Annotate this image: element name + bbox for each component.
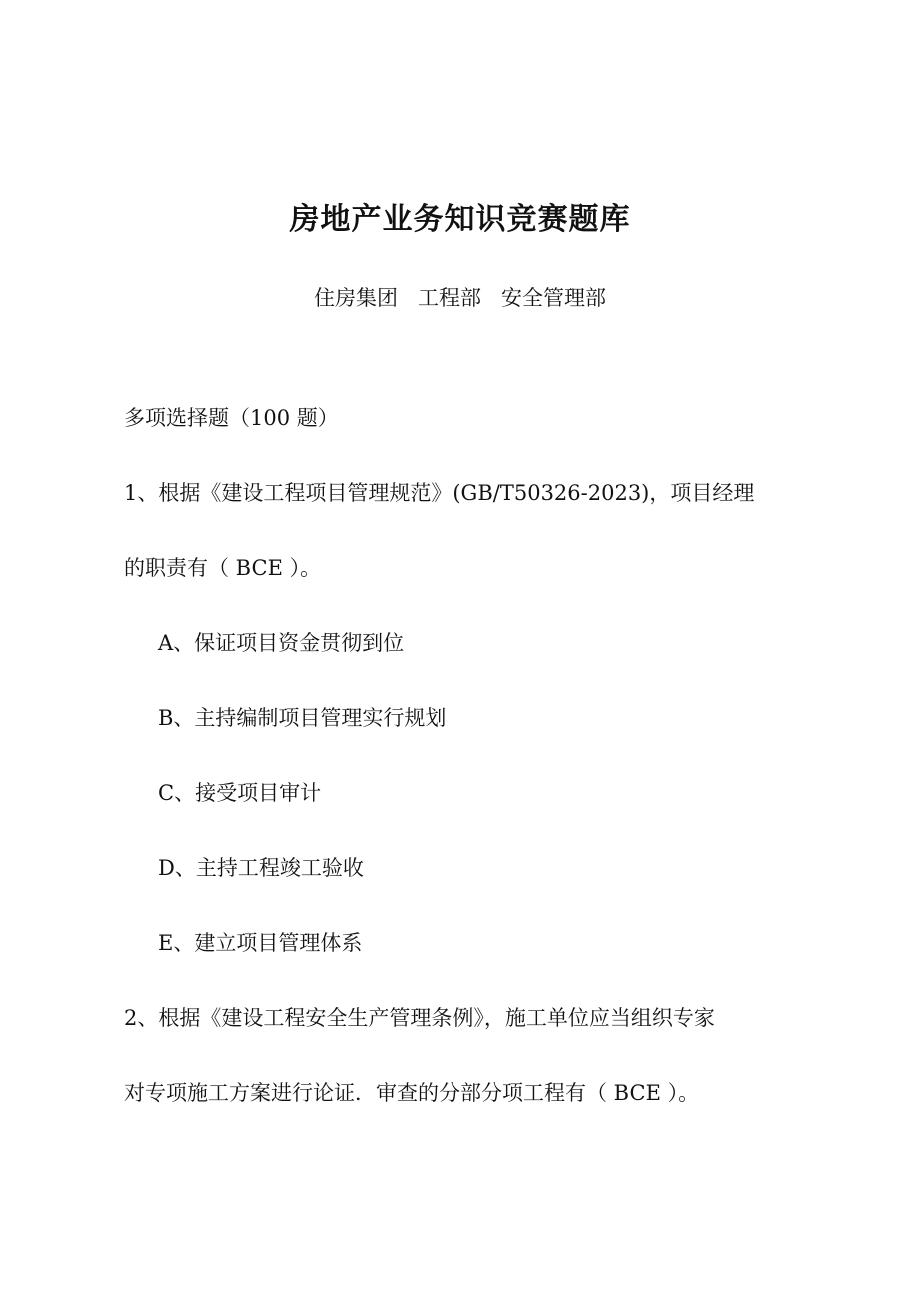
question-1-option-e: E、建立项目管理体系	[158, 931, 363, 955]
question-1-line-2: 的职责有（ BCE ）。	[124, 556, 322, 580]
question-1-line-1: 1、根据《建设工程项目管理规范》(GB/T50326-2023)，项目经理	[124, 481, 755, 505]
question-2-line-1: 2、根据《建设工程安全生产管理条例》，施工单位应当组织专家	[124, 1006, 715, 1030]
question-2-line-2: 对专项施工方案进行论证．审查的分部分项工程有（ BCE ）。	[124, 1081, 700, 1105]
document-subtitle: 住房集团 工程部 安全管理部	[313, 286, 607, 310]
document-title: 房地产业务知识竞赛题库	[289, 202, 631, 237]
section-heading: 多项选择题（100 题）	[124, 406, 339, 430]
question-1-option-a: A、保证项目资金贯彻到位	[158, 631, 405, 655]
question-1-option-d: D、主持工程竣工验收	[158, 856, 364, 880]
question-1-option-b: B、主持编制项目管理实行规划	[158, 706, 447, 730]
question-1-option-c: C、接受项目审计	[158, 781, 322, 805]
